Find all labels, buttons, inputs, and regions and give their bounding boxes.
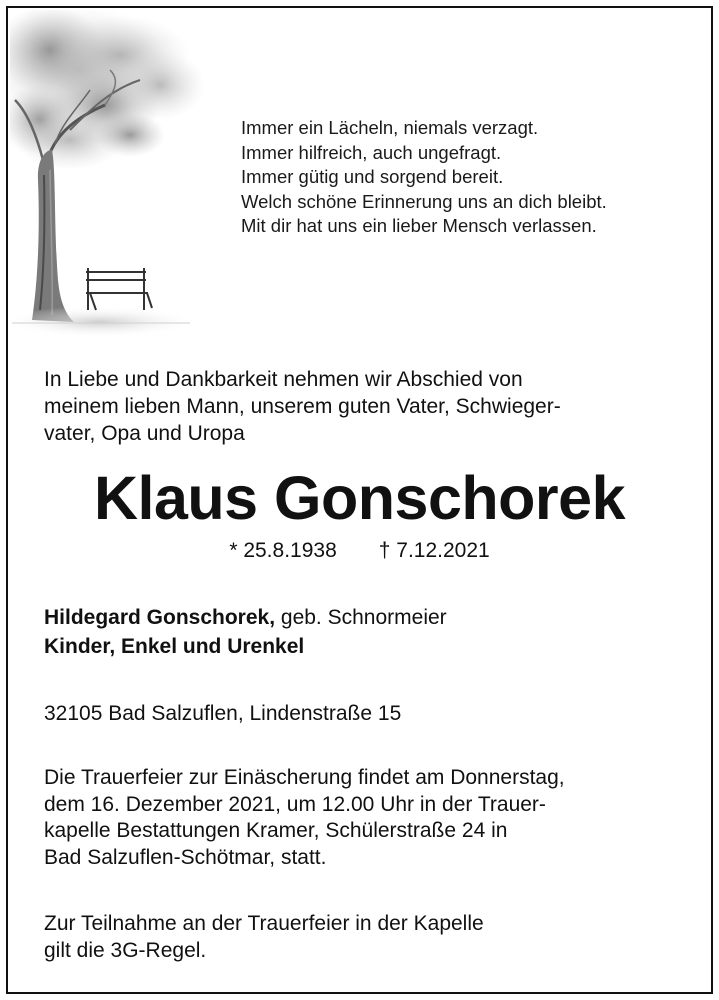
intro-line: In Liebe und Dankbarkeit nehmen wir Abschied von <box>44 368 523 391</box>
poem-line: Immer ein Lächeln, niemals verzagt. <box>241 117 539 138</box>
poem <box>241 116 607 239</box>
service-line: dem 16. Dezember 2021, um 12.00 Uhr in der Trauer- <box>44 792 546 816</box>
intro-line: meinem lieben Mann, unserem guten Vater, Schwieger- <box>44 395 561 418</box>
service-details <box>44 765 565 871</box>
mourner-wife <box>44 603 447 632</box>
note-line: gilt die 3G-Regel. <box>44 938 207 962</box>
poem-line: Mit dir hat uns ein lieber Mensch verlassen. <box>241 215 597 236</box>
poem-line: Immer hilfreich, auch ungefragt. <box>241 141 502 163</box>
death-date: † 7.12.2021 <box>378 539 490 562</box>
intro-text <box>44 366 684 447</box>
mourner-family <box>44 632 447 661</box>
birth-date: * 25.8.1938 <box>229 539 337 562</box>
address: 32105 Bad Salzuflen, Lindenstraße 15 <box>44 702 402 725</box>
attendance-note <box>44 911 484 964</box>
family-names: Kinder, Enkel und Urenkel <box>44 635 305 658</box>
poem-line: Immer gütig und sorgend bereit. <box>241 166 504 187</box>
mourners <box>44 603 447 661</box>
life-dates <box>0 538 719 564</box>
service-line: kapelle Bestattungen Kramer, Schülerstraße 24 in <box>44 819 508 842</box>
tree-and-bench-illustration <box>10 10 210 340</box>
service-line: Bad Salzuflen-Schötmar, statt. <box>44 845 327 869</box>
wife-name: Hildegard Gonschorek, <box>44 606 276 629</box>
note-line: Zur Teilnahme an der Trauerfeier in der Kapelle <box>44 912 484 935</box>
poem-line: Welch schöne Erinnerung uns an dich bleibt. <box>241 190 607 212</box>
deceased-name: Klaus Gonschorek <box>94 464 625 532</box>
wife-maiden-name: geb. Schnormeier <box>275 606 447 629</box>
service-line: Die Trauerfeier zur Einäscherung findet am Donnerstag, <box>44 766 565 789</box>
intro-line: vater, Opa und Uropa <box>44 422 245 445</box>
